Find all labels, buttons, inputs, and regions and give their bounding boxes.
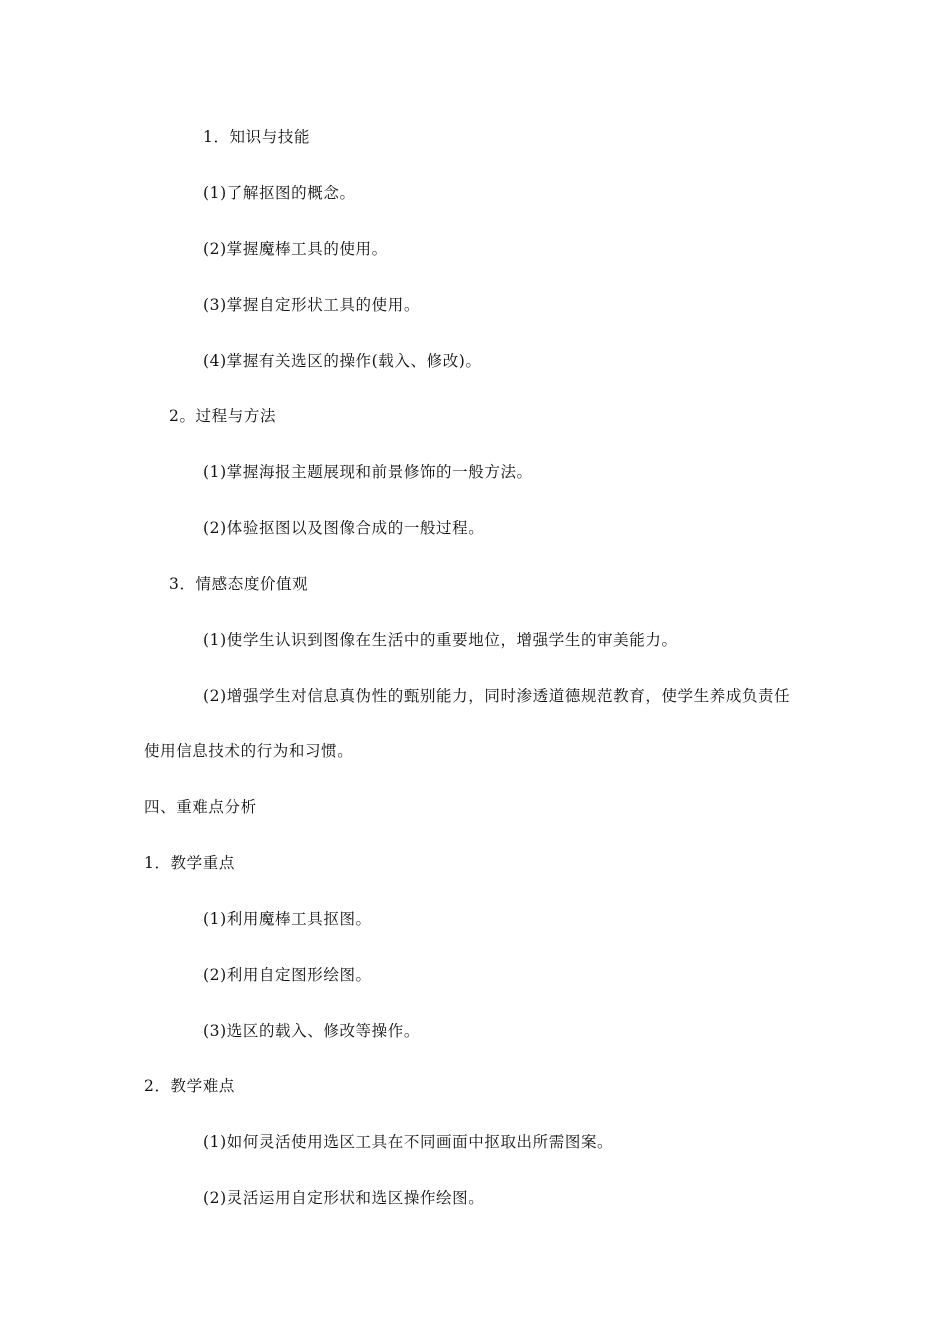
heading-teaching-focus: 1．教学重点 (144, 854, 235, 872)
list-item: (2)掌握魔棒工具的使用。 (203, 240, 388, 258)
list-item: (1)使学生认识到图像在生活中的重要地位，增强学生的审美能力。 (203, 631, 678, 649)
list-item: (2)利用自定图形绘图。 (203, 966, 372, 984)
list-item: (1)利用魔棒工具抠图。 (203, 910, 372, 928)
list-item: (2)增强学生对信息真伪性的甄别能力，同时渗透道德规范教育，使学生养成负责任 (203, 687, 791, 705)
list-item: (2)灵活运用自定形状和选区操作绘图。 (203, 1189, 485, 1207)
list-item: (3)掌握自定形状工具的使用。 (203, 296, 420, 314)
list-item: (1)了解抠图的概念。 (203, 184, 356, 202)
list-item-continuation: 使用信息技术的行为和习惯。 (144, 742, 354, 760)
list-item: (4)掌握有关选区的操作(载入、修改)。 (203, 352, 482, 370)
list-item: (1)如何灵活使用选区工具在不同画面中抠取出所需图案。 (203, 1133, 614, 1151)
heading-emotion-values: 3．情感态度价值观 (169, 575, 309, 593)
heading-knowledge-skills: 1．知识与技能 (203, 128, 311, 146)
list-item: (2)体验抠图以及图像合成的一般过程。 (203, 519, 485, 537)
heading-process-methods: 2。过程与方法 (169, 407, 277, 425)
list-item: (3)选区的载入、修改等操作。 (203, 1022, 420, 1040)
list-item: (1)掌握海报主题展现和前景修饰的一般方法。 (203, 463, 533, 481)
heading-teaching-difficulties: 2．教学难点 (144, 1077, 235, 1095)
section-heading-key-difficult-points: 四、重难点分析 (144, 798, 257, 816)
